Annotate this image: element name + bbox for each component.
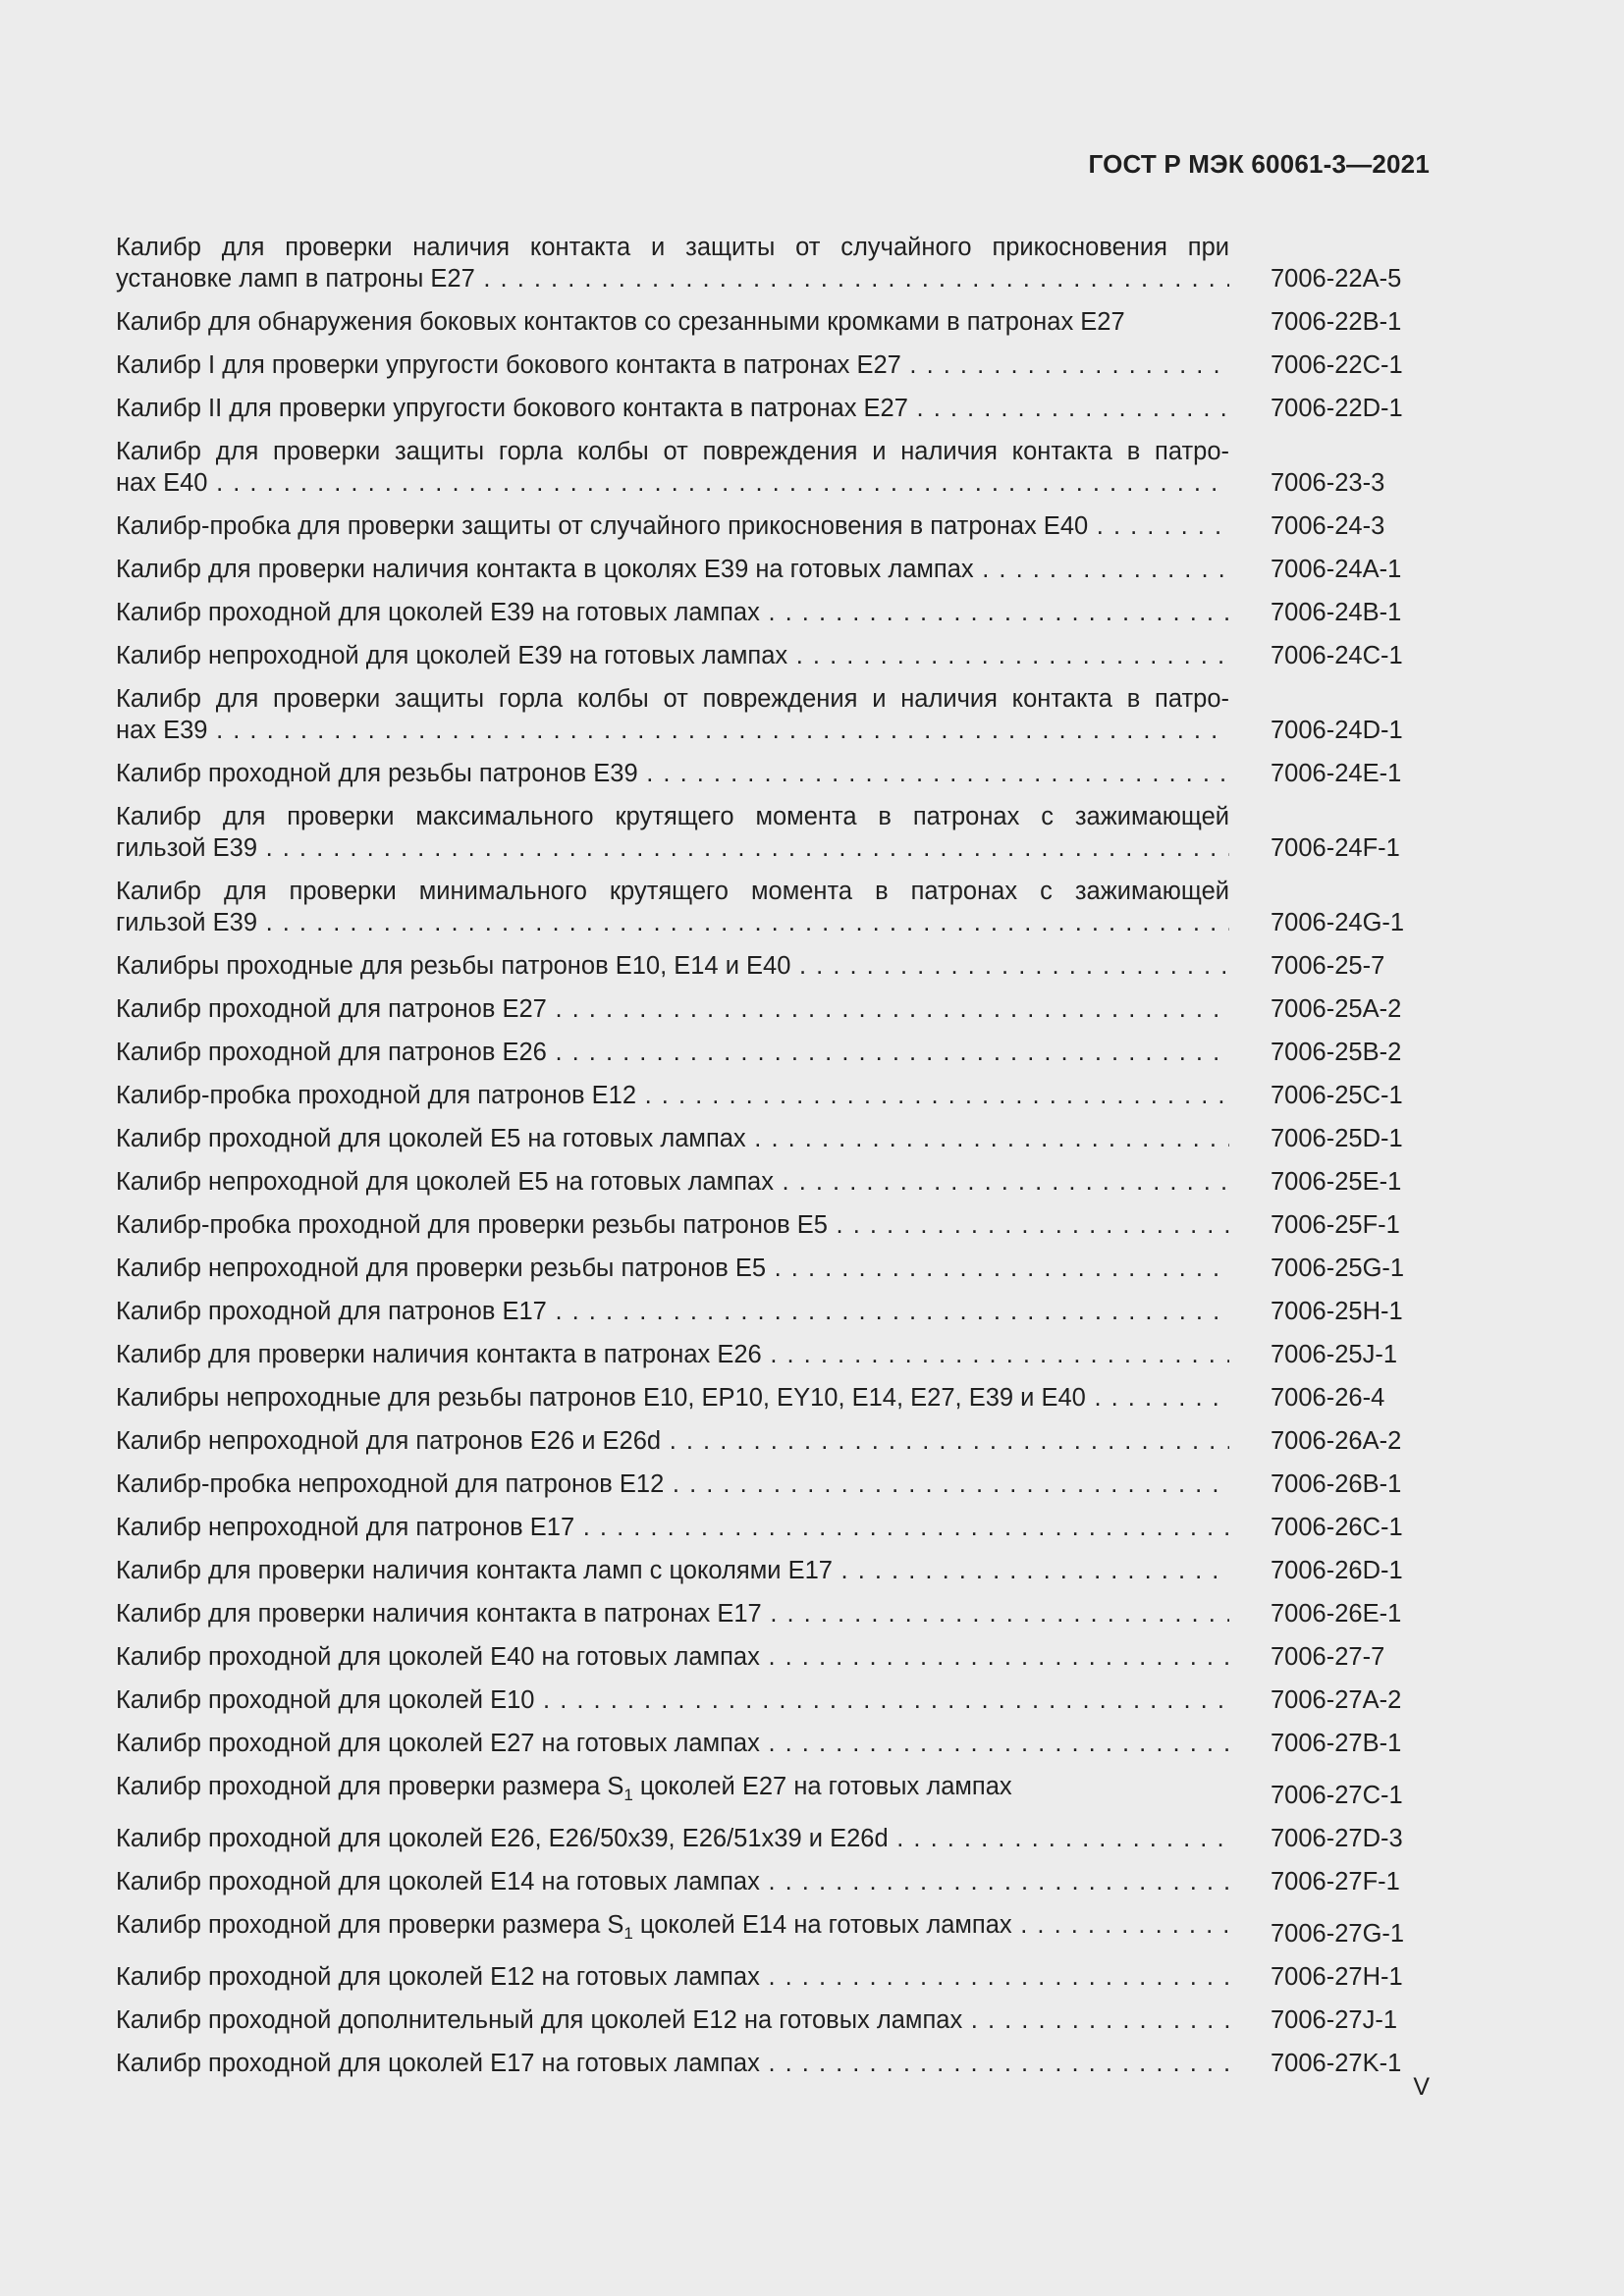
toc-entry-title-text — [116, 351, 1229, 379]
toc-entry-title — [116, 1866, 1229, 1897]
toc-entry-title — [116, 1296, 1229, 1327]
toc-entry-code: 7006-24E-1 — [1271, 760, 1402, 787]
toc-entry-title-text — [116, 1298, 1229, 1325]
toc-entry — [116, 436, 1402, 499]
toc-entry-title-main: Калибр проходной для проверки размера S — [116, 1911, 624, 1940]
toc-entry-title-text — [116, 1168, 1229, 1196]
toc-entry — [116, 1823, 1402, 1854]
toc-entry-title — [116, 232, 1229, 294]
subscript: 1 — [623, 1924, 633, 1944]
toc-entry-code: 7006-25-7 — [1271, 952, 1385, 980]
toc-entry — [116, 1253, 1405, 1284]
toc-entry — [116, 1866, 1402, 1897]
toc-entry — [116, 1382, 1402, 1414]
toc-entry-title-text — [116, 1686, 1229, 1714]
toc-entry — [116, 950, 1402, 982]
toc-entry-title-text — [116, 1082, 1229, 1109]
toc-entry-title — [116, 597, 1229, 628]
toc-entry-code: 7006-27H-1 — [1271, 1963, 1403, 1992]
toc-entry — [116, 1296, 1402, 1327]
toc-entry-title-text — [116, 1427, 1229, 1455]
toc-entry-code: 7006-25H-1 — [1271, 1298, 1403, 1325]
toc-entry-title — [116, 306, 1229, 338]
toc-entry — [116, 801, 1402, 864]
toc-entry-title-text — [116, 556, 1229, 583]
toc-entry-title-main: Калибр проходной для цоколей E17 на готовых лампах — [116, 2050, 760, 2078]
toc-entry-title-main: Калибр проходной для патронов E27 — [116, 995, 547, 1023]
toc-entry — [116, 306, 1402, 338]
toc-entry — [116, 1909, 1405, 1949]
toc-entry-title — [116, 393, 1229, 424]
toc-entry-code: 7006-26A-2 — [1271, 1427, 1402, 1455]
toc-entry — [116, 1123, 1402, 1154]
toc-entry-title — [116, 1425, 1229, 1457]
toc-entry — [116, 597, 1402, 628]
toc-entry-title-text — [116, 1341, 1229, 1368]
toc-entry-code: 7006-27J-1 — [1271, 2006, 1398, 2035]
toc-entry-title-main: Калибр непроходной для цоколей E39 на готовых лампах — [116, 642, 788, 669]
toc-entry-code: 7006-27C-1 — [1271, 1782, 1403, 1810]
toc-entry-code: 7006-25A-2 — [1271, 995, 1402, 1023]
toc-entry-title-text — [116, 1730, 1229, 1757]
toc-entry-title — [116, 349, 1229, 381]
toc-entry-title-text — [116, 469, 1229, 497]
toc-entry-code: 7006-27D-3 — [1271, 1825, 1403, 1853]
toc-entry-code: 7006-25E-1 — [1271, 1168, 1402, 1196]
toc-entry-title — [116, 1339, 1229, 1370]
toc-entry-code: 7006-25F-1 — [1271, 1211, 1400, 1239]
toc-entry-title-text — [116, 265, 1229, 293]
toc-entry-title — [116, 554, 1229, 585]
toc-entry-title-text — [116, 1773, 1012, 1805]
toc-entry-title-text — [116, 717, 1229, 744]
toc-entry-code: 7006-24-3 — [1271, 512, 1385, 540]
toc-entry-title-main: нах E39 — [116, 717, 208, 744]
toc-entry-title-text — [116, 1911, 1229, 1944]
toc-entry-code: 7006-24F-1 — [1271, 834, 1400, 862]
toc-entry-title-main: Калибр непроходной для патронов E26 и E26d — [116, 1427, 662, 1455]
toc-entry — [116, 2048, 1402, 2079]
toc-entry — [116, 1961, 1402, 1993]
toc-entry-title — [116, 1037, 1229, 1068]
toc-entry-title-text — [116, 1125, 1229, 1152]
toc-entry-title-main: Калибр проходной для цоколей E39 на готовых лампах — [116, 599, 760, 626]
toc-entry — [116, 1425, 1402, 1457]
toc-entry-title-main: Калибр II для проверки упругости бокового контакта в патронах E27 — [116, 395, 908, 422]
toc-entry-title — [116, 640, 1229, 671]
toc-entry-title — [116, 1166, 1229, 1198]
toc-entry-title-text — [116, 1514, 1229, 1541]
toc-entry-title-text — [116, 995, 1229, 1023]
toc-entry-title-text — [116, 1211, 1229, 1239]
toc-entry-title-text — [116, 512, 1229, 540]
toc-entry-code: 7006-22C-1 — [1271, 351, 1403, 379]
toc-entry — [116, 1468, 1402, 1500]
toc-entry — [116, 1684, 1402, 1716]
toc-entry-code: 7006-26E-1 — [1271, 1600, 1402, 1628]
toc-entry-title — [116, 1771, 1229, 1811]
toc-entry — [116, 1209, 1402, 1241]
toc-entry-code: 7006-27F-1 — [1271, 1868, 1400, 1896]
toc-entry-title-line: Калибр для проверки защиты горла колбы от повреждения и наличия контакта в патро- — [116, 685, 1229, 713]
toc-entry-title-main: нах E40 — [116, 469, 208, 497]
toc-entry-code: 7006-25C-1 — [1271, 1082, 1403, 1109]
toc-entry-title — [116, 1209, 1229, 1241]
toc-entry-title-text — [116, 642, 1229, 669]
toc-entry-title — [116, 683, 1229, 746]
toc-entry — [116, 554, 1402, 585]
toc-entry-title — [116, 510, 1229, 542]
toc-entry — [116, 1598, 1402, 1629]
toc-entry-title-main: Калибр проходной для цоколей E40 на готовых лампах — [116, 1643, 760, 1671]
toc-entry-title — [116, 876, 1229, 938]
toc-entry-code: 7006-24D-1 — [1271, 717, 1403, 744]
toc-entry-title-main: Калибры непроходные для резьбы патронов E10, EP10, EY10, E14, E27, E39 и E40 — [116, 1384, 1086, 1412]
toc-entry-title-main: установке ламп в патроны E27 — [116, 265, 475, 293]
toc-entry — [116, 1080, 1402, 1111]
toc-entry — [116, 640, 1402, 671]
toc-entry-title-main: Калибр непроходной для проверки резьбы патронов E5 — [116, 1255, 767, 1282]
toc-entry-title-text — [116, 1039, 1229, 1066]
toc-entry-title — [116, 1961, 1229, 1993]
toc-entry-title — [116, 758, 1229, 789]
toc-entry — [116, 393, 1402, 424]
toc-entry-title — [116, 801, 1229, 864]
toc-entry-title — [116, 1555, 1229, 1586]
toc-entry-title-main: Калибр проходной для патронов E17 — [116, 1298, 547, 1325]
toc-entry-title — [116, 1512, 1229, 1543]
toc-entry-title-rest: цоколей E27 на готовых лампах — [632, 1773, 1012, 1800]
toc-entry-title-main: Калибр-пробка для проверки защиты от случайного прикосновения в патронах E40 — [116, 512, 1089, 540]
toc-entry-code: 7006-24B-1 — [1271, 599, 1402, 626]
toc-entry — [116, 232, 1402, 294]
toc-entry-title-main: Калибр для проверки наличия контакта в цоколях E39 на готовых лампах — [116, 556, 974, 583]
toc-entry-title — [116, 993, 1229, 1025]
toc-entry-code: 7006-26-4 — [1271, 1384, 1385, 1412]
toc-entry-title-text — [116, 395, 1229, 422]
toc-entry-title — [116, 1909, 1229, 1949]
toc-entry — [116, 876, 1405, 938]
toc-entry-title-main: Калибры проходные для резьбы патронов E10, E14 и E40 — [116, 952, 791, 980]
toc-entry-title-text — [116, 1384, 1229, 1412]
toc-entry-title-main: гильзой E39 — [116, 834, 257, 862]
toc-entry-title-rest: цоколей E14 на готовых лампах — [632, 1911, 1012, 1940]
toc-entry-title-main: Калибр проходной для цоколей E10 — [116, 1686, 535, 1714]
toc-entry-title-main: Калибр проходной для резьбы патронов E39 — [116, 760, 638, 787]
toc-entry-code: 7006-22A-5 — [1271, 265, 1402, 293]
toc-entry-title — [116, 1123, 1229, 1154]
toc-entry-title-main: Калибр проходной для цоколей E14 на готовых лампах — [116, 1868, 760, 1896]
toc-entry-title-text — [116, 909, 1229, 936]
toc-entry-code: 7006-27-7 — [1271, 1643, 1385, 1671]
toc-entry-title-main: Калибр для проверки наличия контакта в патронах E17 — [116, 1600, 762, 1628]
toc-entry-title — [116, 2048, 1229, 2079]
toc-entry-title-text — [116, 2050, 1229, 2077]
toc-entry-title-text — [116, 952, 1229, 980]
toc-entry-title — [116, 1080, 1229, 1111]
toc-entry — [116, 349, 1402, 381]
toc-entry-title-text — [116, 599, 1229, 626]
toc-entry-code: 7006-26C-1 — [1271, 1514, 1403, 1541]
toc-entry-title — [116, 1728, 1229, 1759]
toc-entry — [116, 1037, 1402, 1068]
toc-entry-title-text — [116, 760, 1229, 787]
toc-entry — [116, 510, 1402, 542]
toc-entry-title — [116, 1684, 1229, 1716]
toc-entry — [116, 1555, 1402, 1586]
toc-entry — [116, 1771, 1402, 1811]
toc-entry-code: 7006-22B-1 — [1271, 308, 1402, 336]
toc-entry-title-main: гильзой E39 — [116, 909, 257, 936]
toc-entry-code: 7006-25B-2 — [1271, 1039, 1402, 1066]
toc-entry-title — [116, 1382, 1229, 1414]
toc-entry-title-main: Калибр непроходной для патронов E17 — [116, 1514, 575, 1541]
toc-entry-title-main: Калибр-пробка проходной для проверки резьбы патронов E5 — [116, 1211, 828, 1239]
toc-entry-title — [116, 1253, 1229, 1284]
toc-entry-code: 7006-26D-1 — [1271, 1557, 1403, 1584]
toc-entry-code: 7006-24A-1 — [1271, 556, 1402, 583]
toc-entry-code: 7006-25D-1 — [1271, 1125, 1403, 1152]
toc-entry-title-text — [116, 1825, 1229, 1852]
toc-entry-title-main: Калибр-пробка непроходной для патронов E12 — [116, 1470, 665, 1498]
toc-entry-title-line: Калибр для проверки защиты горла колбы от повреждения и наличия контакта в патро- — [116, 438, 1229, 465]
toc-entry-title-text — [116, 1963, 1229, 1991]
toc-entry-title — [116, 436, 1229, 499]
toc-entry-code: 7006-27A-2 — [1271, 1686, 1402, 1714]
toc-entry — [116, 1512, 1402, 1543]
toc-entry-code: 7006-27K-1 — [1271, 2050, 1402, 2078]
toc-entry-title — [116, 1823, 1229, 1854]
toc-entry — [116, 2004, 1402, 2036]
toc-entry-title-line: Калибр для проверки минимального крутящего момента в патронах с зажимающей — [116, 878, 1229, 905]
toc-entry-title-main: Калибр проходной для патронов E26 — [116, 1039, 547, 1066]
toc-entry-title-text — [116, 1643, 1229, 1671]
toc-entry-title-main: Калибр проходной для цоколей E27 на готовых лампах — [116, 1730, 760, 1757]
toc-entry — [116, 1641, 1402, 1673]
table-of-contents — [116, 232, 1405, 2091]
toc-entry-title-line: Калибр для проверки максимального крутящего момента в патронах с зажимающей — [116, 803, 1229, 830]
toc-entry-title — [116, 1468, 1229, 1500]
toc-entry — [116, 993, 1402, 1025]
toc-entry-title — [116, 950, 1229, 982]
toc-entry — [116, 1166, 1402, 1198]
toc-entry-title-text — [116, 1255, 1229, 1282]
toc-entry-code: 7006-22D-1 — [1271, 395, 1403, 422]
page-number: V — [1413, 2073, 1430, 2101]
toc-entry-title-main: Калибр проходной дополнительный для цоколей E12 на готовых лампах — [116, 2006, 963, 2035]
document-header: ГОСТ Р МЭК 60061-3—2021 — [1088, 149, 1430, 179]
toc-entry-title-main: Калибр I для проверки упругости бокового контакта в патронах E27 — [116, 351, 901, 379]
toc-entry-title-main: Калибр для проверки наличия контакта ламп с цоколями E17 — [116, 1557, 833, 1584]
toc-entry-title-text — [116, 1470, 1229, 1498]
toc-entry-code: 7006-25G-1 — [1271, 1255, 1405, 1282]
toc-entry — [116, 1339, 1402, 1370]
toc-entry-title — [116, 2004, 1229, 2036]
toc-entry-title-main: Калибр проходной для цоколей E12 на готовых лампах — [116, 1963, 760, 1992]
toc-entry-title-line: Калибр для проверки наличия контакта и защиты от случайного прикосновения при — [116, 234, 1229, 261]
toc-entry-code: 7006-25J-1 — [1271, 1341, 1398, 1368]
toc-entry-title-main: Калибр для проверки наличия контакта в патронах E26 — [116, 1341, 762, 1368]
toc-entry-title-main: Калибр проходной для проверки размера S — [116, 1773, 624, 1800]
toc-entry-title-text — [116, 2006, 1229, 2034]
toc-entry-code: 7006-23-3 — [1271, 469, 1385, 497]
toc-entry-code: 7006-27B-1 — [1271, 1730, 1402, 1757]
toc-entry — [116, 758, 1402, 789]
toc-entry-title-main: Калибр-пробка проходной для патронов E12 — [116, 1082, 637, 1109]
toc-entry-code: 7006-27G-1 — [1271, 1920, 1405, 1949]
subscript: 1 — [623, 1786, 633, 1805]
toc-entry-title — [116, 1641, 1229, 1673]
toc-entry-title — [116, 1598, 1229, 1629]
toc-entry-title-main: Калибр для обнаружения боковых контактов со срезанными кромками в патронах E27 — [116, 308, 1125, 336]
toc-entry — [116, 1728, 1402, 1759]
toc-entry-code: 7006-24G-1 — [1271, 909, 1405, 936]
toc-entry-title-text — [116, 1557, 1229, 1584]
toc-entry-title-main: Калибр непроходной для цоколей E5 на готовых лампах — [116, 1168, 774, 1196]
toc-entry-title-main: Калибр проходной для цоколей E5 на готовых лампах — [116, 1125, 746, 1152]
toc-entry — [116, 683, 1402, 746]
toc-entry-code: 7006-24C-1 — [1271, 642, 1403, 669]
toc-entry-title-text — [116, 834, 1229, 862]
toc-entry-title-text — [116, 1868, 1229, 1896]
toc-entry-title-text — [116, 1600, 1229, 1628]
toc-entry-code: 7006-26B-1 — [1271, 1470, 1402, 1498]
toc-entry-title-main: Калибр проходной для цоколей E26, E26/50x39, E26/51x39 и E26d — [116, 1825, 889, 1853]
toc-entry-title-text — [116, 308, 1125, 336]
